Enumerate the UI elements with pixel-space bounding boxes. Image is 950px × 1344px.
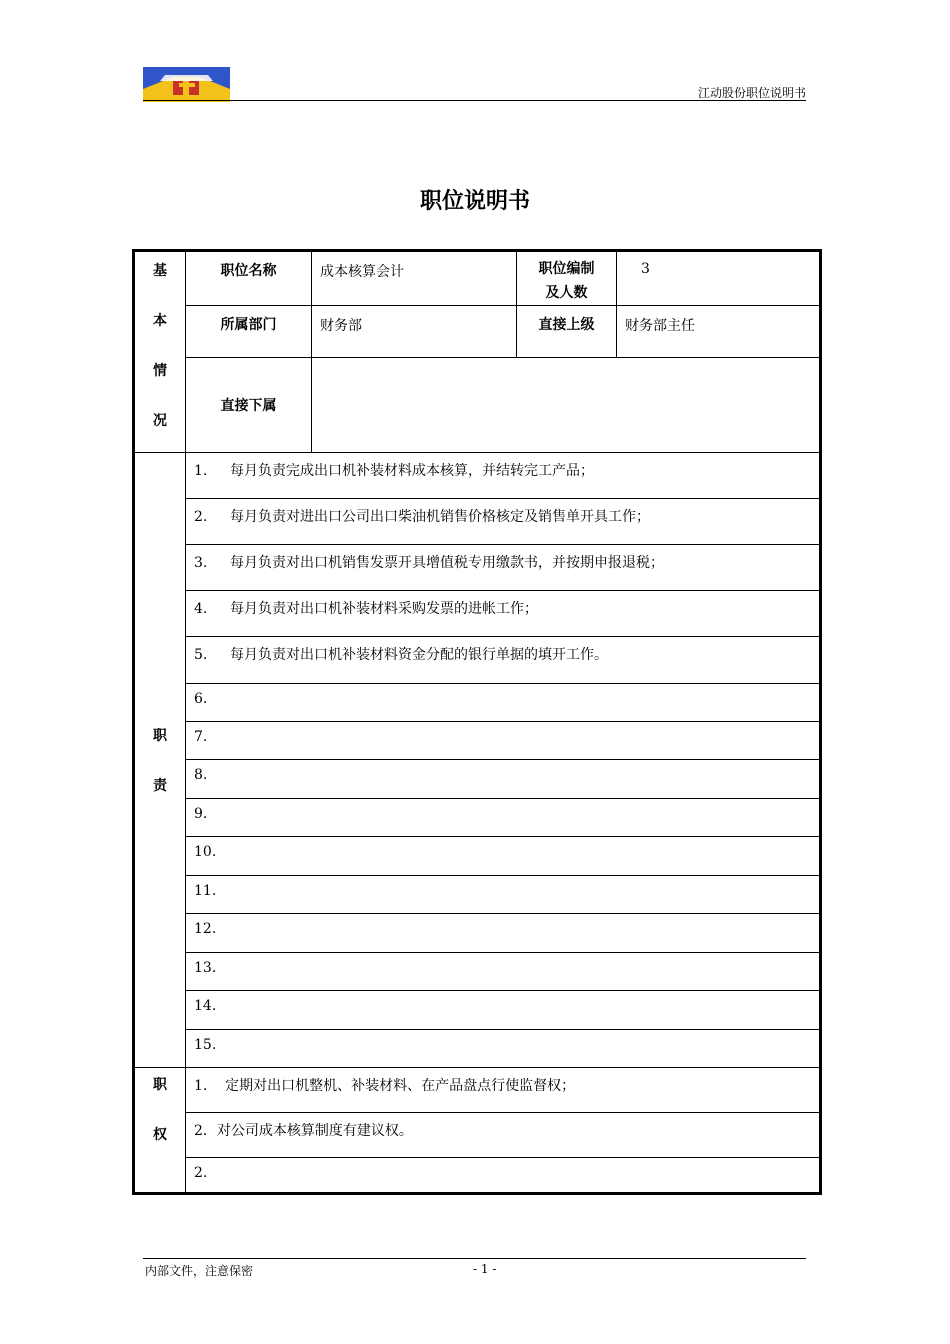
duty-text: 每月负责完成出口机补装材料成本核算，并结转完工产品； — [230, 463, 594, 479]
duty-item — [186, 760, 821, 799]
duty-item — [186, 684, 821, 722]
duty-item — [186, 453, 821, 499]
duty-item — [186, 837, 821, 876]
headcount-number: 3 — [641, 261, 650, 277]
duty-number: 5. — [194, 647, 208, 663]
section-char: 基 — [153, 263, 167, 279]
subordinate-label-text: 直接下属 — [220, 398, 277, 414]
duty-item — [186, 499, 821, 545]
page-title: 职位说明书 — [419, 189, 530, 214]
section-char: 况 — [153, 413, 167, 429]
duty-number: 9. — [194, 806, 208, 822]
header-doc-name: 江动股份职位说明书 — [697, 86, 806, 100]
duty-number: 14. — [194, 998, 217, 1014]
duty-number: 15. — [194, 1037, 217, 1053]
duty-number: 13. — [194, 960, 217, 976]
headcount-label-line2: 及人数 — [545, 285, 588, 301]
duty-number: 11. — [194, 883, 217, 899]
duty-number: 12. — [194, 921, 217, 937]
headcount-label-line1: 职位编制 — [538, 261, 595, 277]
position-name-value: 成本核算会计 — [312, 251, 517, 306]
header-divider — [143, 100, 806, 101]
department-label: 所属部门 — [186, 306, 312, 358]
duty-text: 每月负责对出口机补装材料采购发票的进帐工作； — [230, 601, 538, 617]
authority-item: 2. — [186, 1158, 821, 1194]
subordinate-label — [186, 358, 312, 453]
duty-number: 6. — [194, 691, 208, 707]
department-value: 财务部 — [312, 306, 517, 358]
duty-number: 8. — [194, 767, 208, 783]
duty-item — [186, 953, 821, 991]
position-name-label: 职位名称 — [186, 251, 312, 306]
job-description-table — [132, 249, 822, 1195]
section-char: 职 — [153, 1077, 167, 1093]
section-char: 职 — [153, 728, 167, 744]
duty-item — [186, 591, 821, 637]
authority-item: 1. 定期对出口机整机、补装材料、在产品盘点行使监督权； — [186, 1068, 821, 1113]
section-char: 权 — [153, 1127, 167, 1143]
duty-item — [186, 545, 821, 591]
headcount-value — [617, 251, 821, 306]
duty-text: 每月负责对进出口公司出口柴油机销售价格核定及销售单开具工作； — [230, 509, 650, 525]
duty-number: 2. — [194, 509, 208, 525]
supervisor-label: 直接上级 — [517, 306, 617, 358]
section-char: 情 — [153, 363, 167, 379]
duty-text: 每月负责对出口机补装材料资金分配的银行单据的填开工作。 — [230, 647, 608, 663]
section-basic-info — [134, 251, 186, 453]
duty-number: 1. — [194, 463, 208, 479]
duty-number: 3. — [194, 555, 208, 571]
footer-divider — [143, 1258, 806, 1259]
duty-number: 7. — [194, 729, 208, 745]
duty-item — [186, 722, 821, 760]
duty-text: 每月负责对出口机销售发票开具增值税专用缴款书，并按期申报退税； — [230, 555, 664, 571]
footer-page-number: - 1 - — [473, 1262, 497, 1276]
authority-item: 2．对公司成本核算制度有建议权。 — [186, 1113, 821, 1158]
duty-item — [186, 991, 821, 1030]
duty-item — [186, 1030, 821, 1068]
section-char: 本 — [153, 313, 167, 329]
company-logo — [143, 67, 230, 102]
section-duties — [134, 453, 186, 1068]
duty-item — [186, 799, 821, 837]
footer-confidential-note: 内部文件，注意保密 — [145, 1264, 254, 1278]
duty-item — [186, 914, 821, 953]
section-authority — [134, 1068, 186, 1194]
supervisor-value: 财务部主任 — [617, 306, 821, 358]
section-char: 责 — [153, 778, 167, 794]
duty-number: 4. — [194, 601, 208, 617]
subordinate-value — [312, 358, 821, 453]
duty-item — [186, 876, 821, 914]
duty-item — [186, 637, 821, 684]
duty-number: 10. — [194, 844, 217, 860]
headcount-label — [517, 251, 617, 306]
